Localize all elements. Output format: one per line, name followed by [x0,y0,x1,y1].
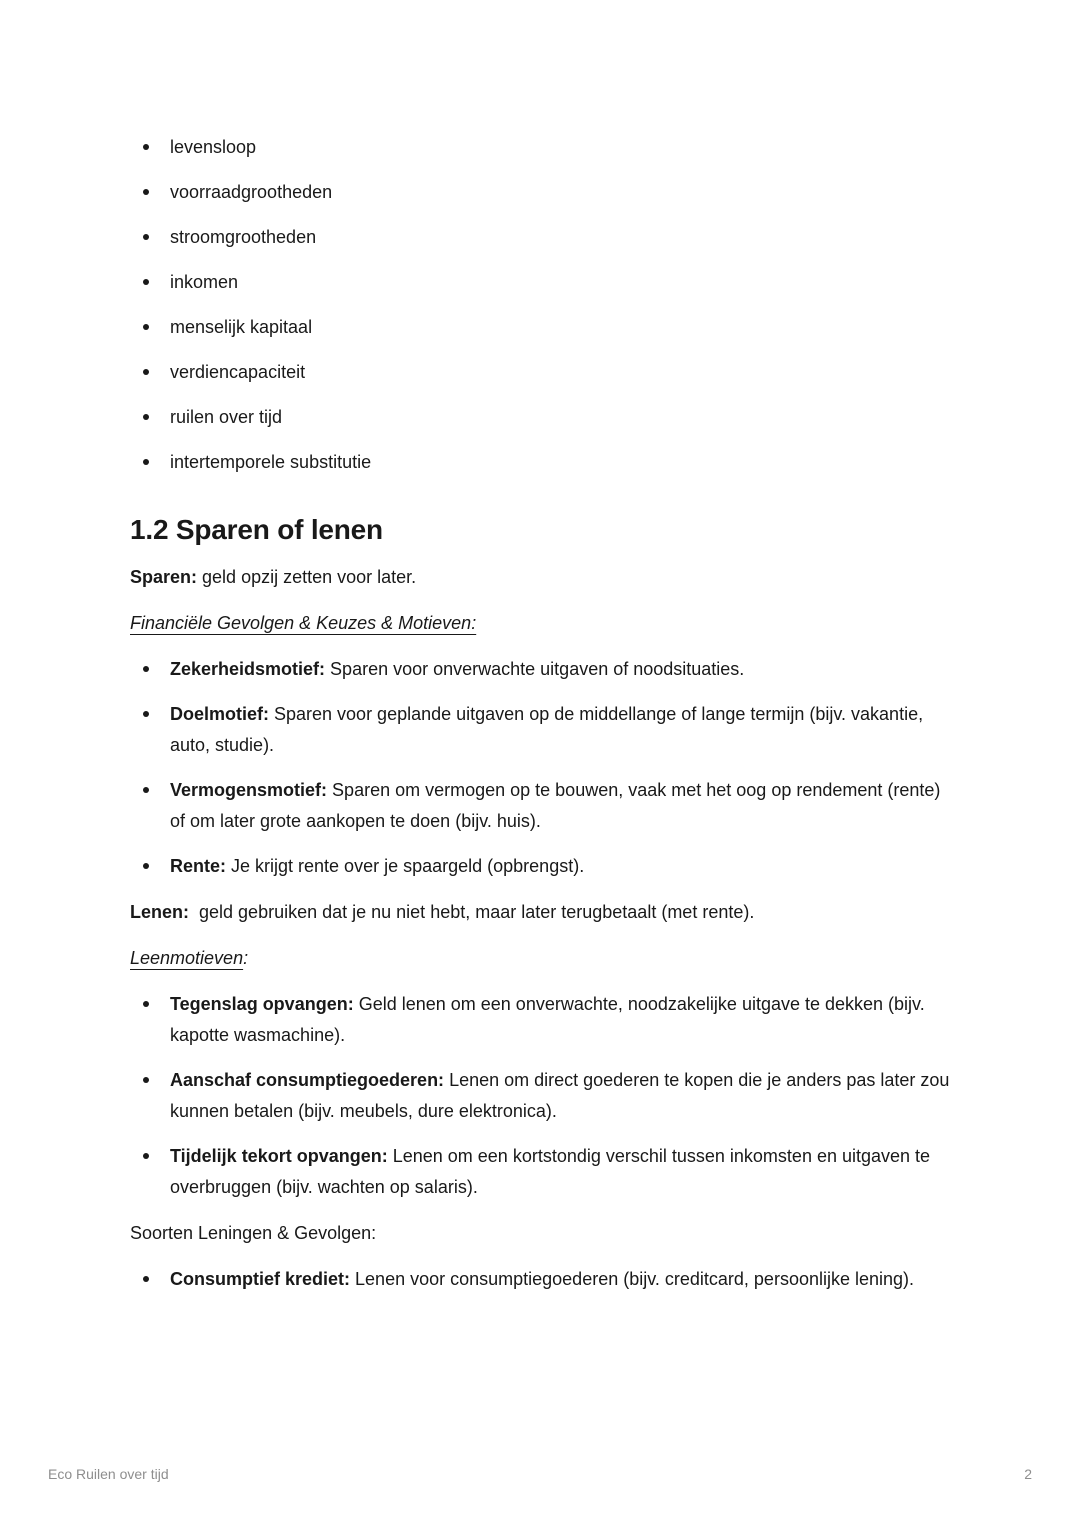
bullet-marker [143,787,149,793]
list-item [130,402,956,433]
list-item [130,654,956,685]
footer-document-title: Eco Ruilen over tijd [48,1466,169,1482]
list-item [130,312,956,343]
list-item-text [170,1269,914,1289]
list-item-text: stroomgrootheden [170,227,317,247]
bullet-marker [143,459,149,465]
list-item-text [170,780,940,831]
list-item [130,1264,956,1295]
list-item-text: verdiencapaciteit [170,362,306,382]
list-item [130,357,956,388]
list-item-text [170,1070,949,1121]
sparen-definition [130,562,956,593]
bullet-marker [143,144,149,150]
term-label: Doelmotief: [170,704,269,724]
list-item [130,989,956,1051]
bullet-marker [143,666,149,672]
list-item [130,222,956,253]
term-label: Tijdelijk tekort opvangen: [170,1146,388,1166]
term-description: Sparen voor onverwachte uitgaven of noodsituaties. [325,659,745,679]
list-item-text [170,1146,930,1197]
bullet-marker [143,1001,149,1007]
list-item-text [170,659,744,679]
term-label: Sparen: [130,567,198,587]
spaarmotieven-list [130,654,956,882]
sparen-subheading [130,608,956,639]
list-item [130,447,956,478]
underlined-text: Leenmotieven [130,948,244,968]
section-heading: 1.2 Sparen of lenen [130,514,383,545]
term-label: Zekerheidsmotief: [170,659,326,679]
bullet-marker [143,863,149,869]
term-description: Je krijgt rente over je spaargeld (opbrengst). [226,856,585,876]
term-label: Vermogensmotief: [170,780,328,800]
list-item [130,699,956,761]
soorten-leningen-list [130,1264,956,1295]
list-item-text [170,704,923,755]
bullet-marker [143,189,149,195]
topics-list [130,132,956,478]
list-item-text: ruilen over tijd [170,407,283,427]
bullet-marker [143,414,149,420]
list-item [130,177,956,208]
leenmotieven-list [130,989,956,1203]
bullet-marker [143,324,149,330]
list-item [130,775,956,837]
subheading-colon: : [243,948,249,968]
list-item [130,132,956,163]
term-label: Aanschaf consumptiegoederen: [170,1070,445,1090]
list-item-text: inkomen [170,272,239,292]
term-label: Rente: [170,856,227,876]
term-description: Sparen om vermogen op te bouwen, vaak met het oog op rendement (rente) of om later grote aankopen te doen (bijv. huis). [170,780,941,831]
list-item [130,1065,956,1127]
list-item-text [170,994,925,1045]
list-item-text: levensloop [170,137,257,157]
bullet-marker [143,1153,149,1159]
term-label: Consumptief krediet: [170,1269,351,1289]
list-item [130,267,956,298]
list-item-text: menselijk kapitaal [170,317,313,337]
bullet-marker [143,711,149,717]
list-item-text: intertemporele substitutie [170,452,372,472]
term-label: Tegenslag opvangen: [170,994,354,1014]
leenmotieven-subheading [130,943,956,974]
list-item [130,1141,956,1203]
term-description: Lenen om direct goederen te kopen die je anders pas later zou kunnen betalen (bijv. meubels, dure elektronica). [170,1070,950,1121]
bullet-marker [143,1276,149,1282]
bullet-marker [143,369,149,375]
list-item-text: voorraadgrootheden [170,182,333,202]
list-item [130,851,956,882]
term-label: Lenen: [130,902,190,922]
term-description: Lenen voor consumptiegoederen (bijv. creditcard, persoonlijke lening). [350,1269,915,1289]
term-description: Lenen om een kortstondig verschil tussen inkomsten en uitgaven te overbruggen (bijv. wachten op salaris). [170,1146,931,1197]
bullet-marker [143,1077,149,1083]
term-description: Sparen voor geplande uitgaven op de middellange of lange termijn (bijv. vakantie, auto, studie). [170,704,924,755]
bullet-marker [143,234,149,240]
page-footer [48,1465,1032,1483]
bullet-marker [143,279,149,285]
term-description: Geld lenen om een onverwachte, noodzakelijke uitgave te dekken (bijv. kapotte wasmachine). [170,994,925,1045]
term-description: geld opzij zetten voor later. [197,567,417,587]
list-item-text [170,856,584,876]
underlined-text: Financiële Gevolgen & Keuzes & Motieven: [130,613,477,633]
lenen-definition [130,897,956,928]
term-description: geld gebruiken dat je nu niet hebt, maar later terugbetaalt (met rente). [189,902,755,922]
page-number: 2 [1024,1466,1032,1482]
soorten-leningen-label: Soorten Leningen & Gevolgen: [130,1223,377,1243]
